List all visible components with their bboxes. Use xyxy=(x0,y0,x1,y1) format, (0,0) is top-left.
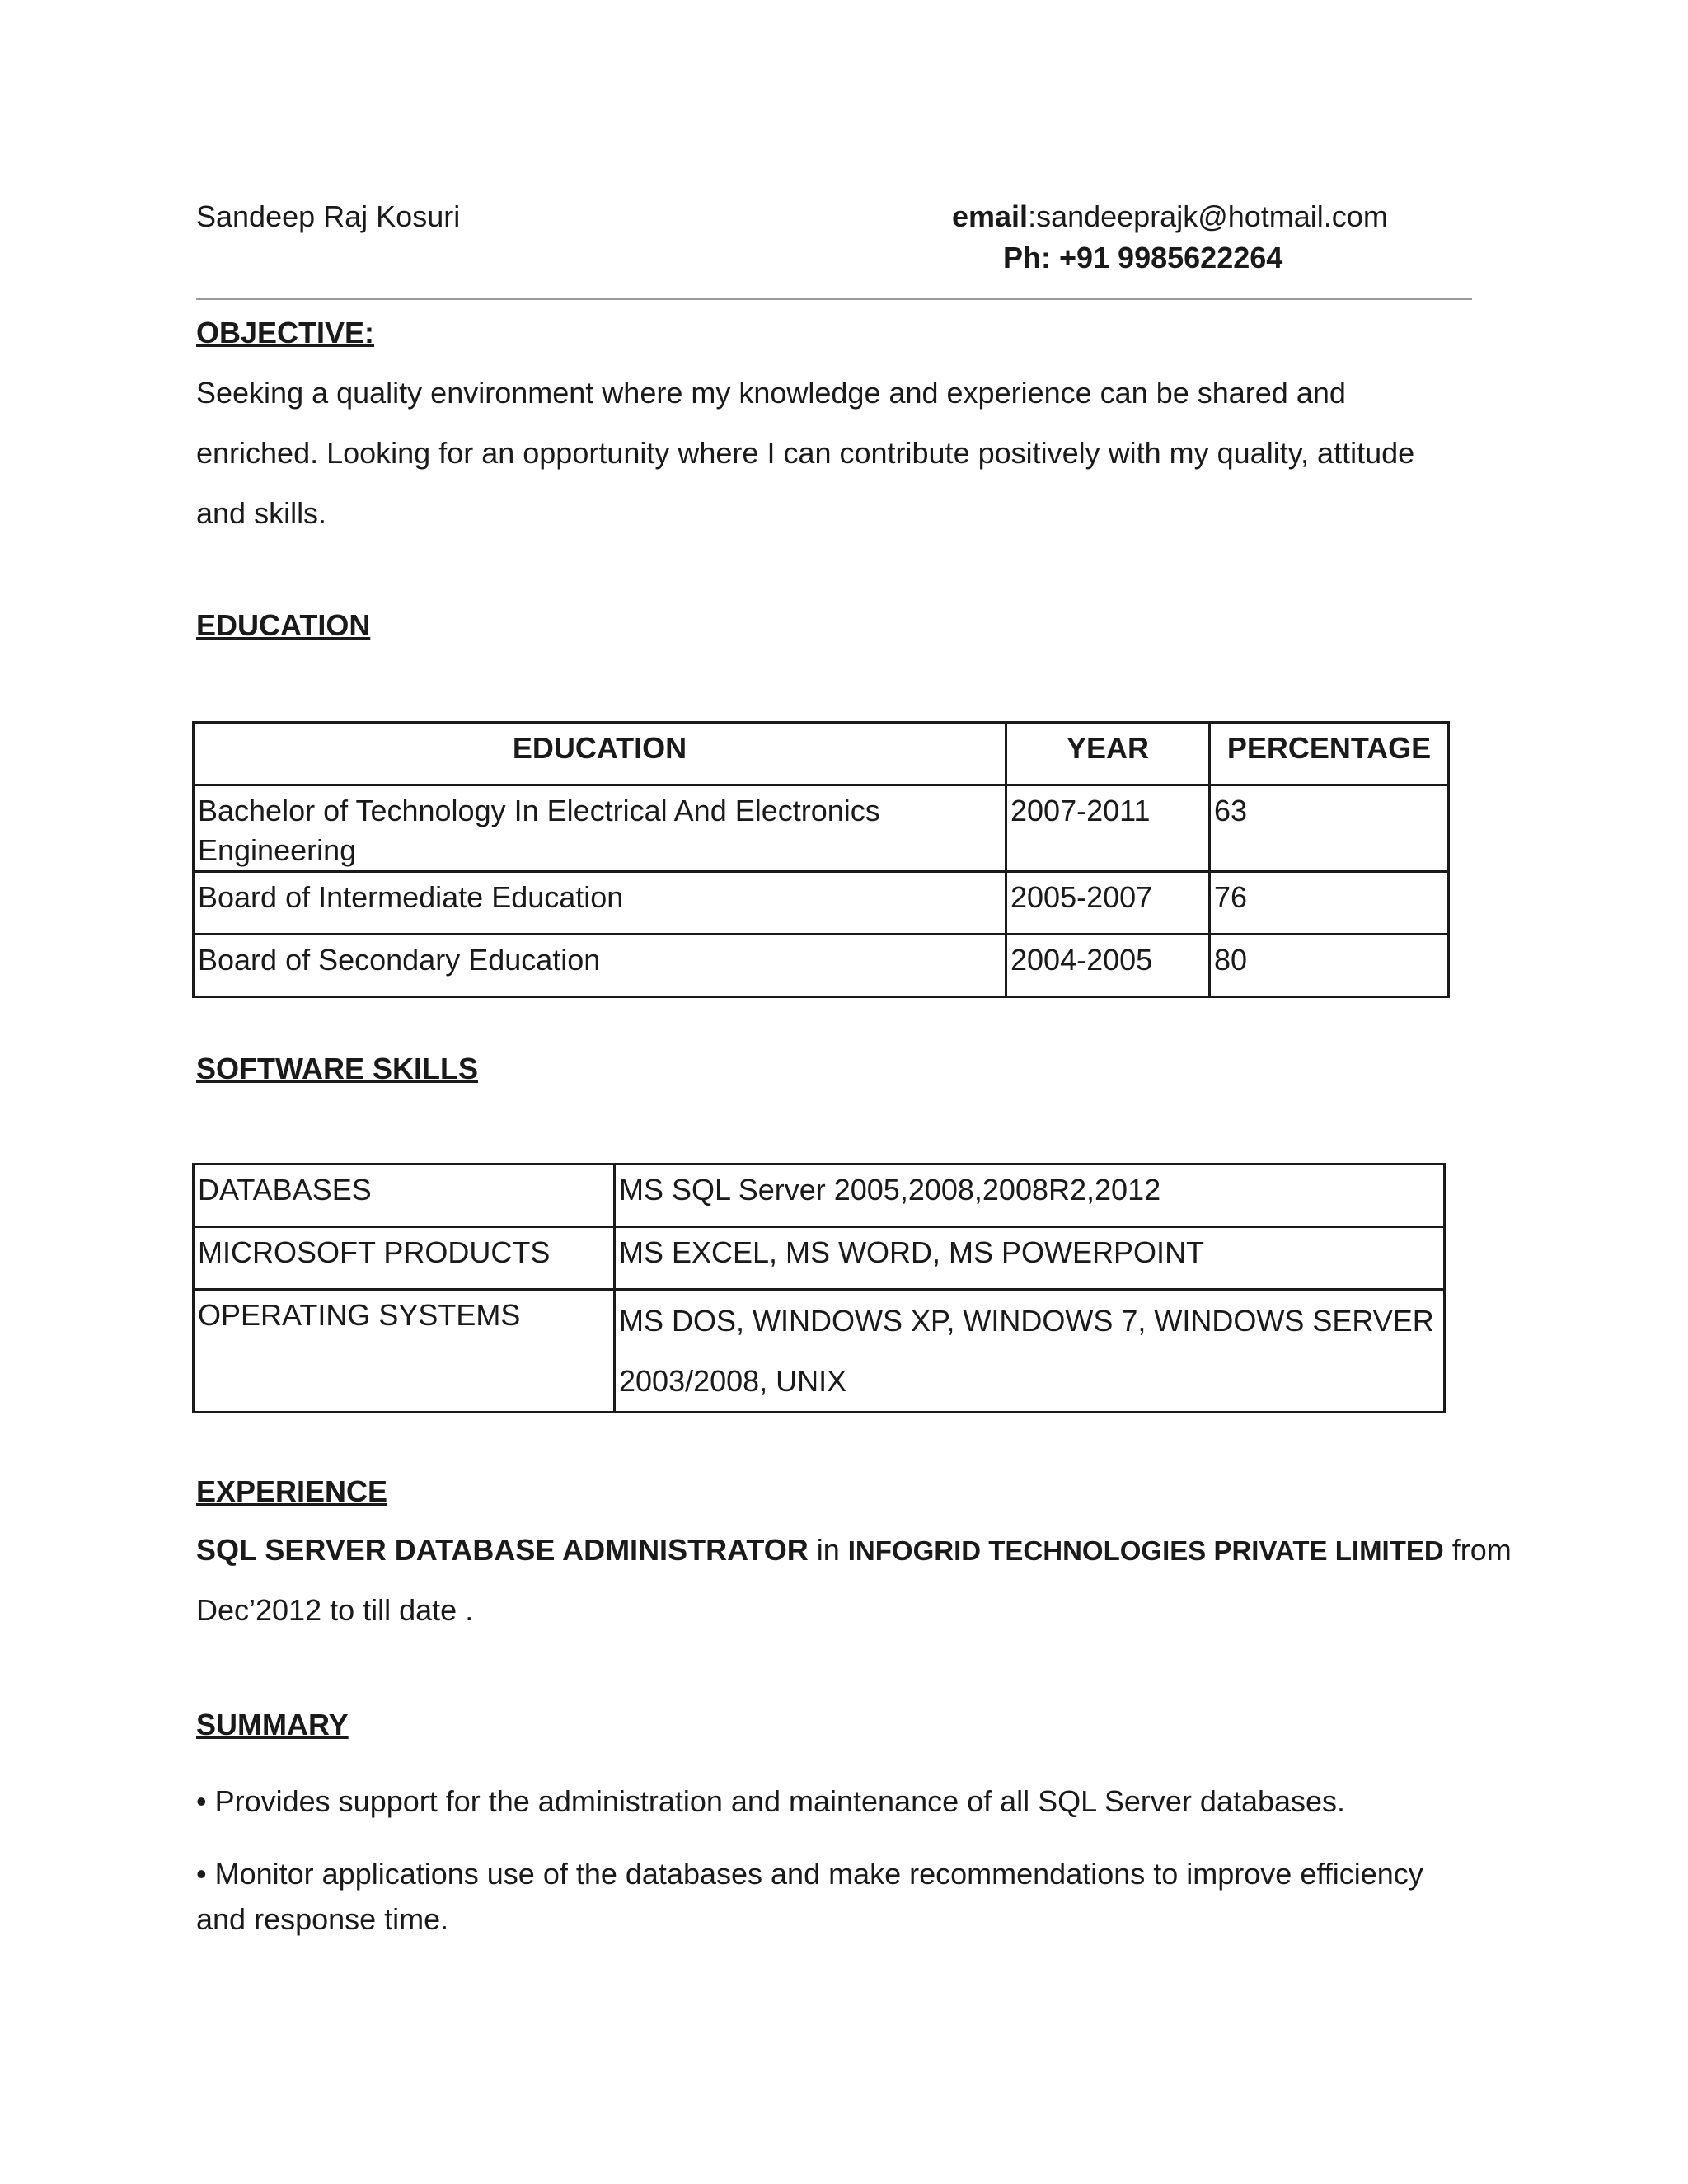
skill-value-line: MS DOS, WINDOWS XP, WINDOWS 7, WINDOWS SERVER xyxy=(619,1304,1434,1338)
skill-value-line: 2003/2008, UNIX xyxy=(619,1364,847,1398)
company-name: INFOGRID TECHNOLOGIES PRIVATE LIMITED xyxy=(847,1535,1444,1566)
summary-bullet-line: • Monitor applications use of the databases and make recommendations to improve efficiency xyxy=(196,1857,1423,1891)
education-year-cell: 2004-2005 xyxy=(1006,935,1210,997)
column-header-year: YEAR xyxy=(1006,723,1210,785)
education-course-cell: Board of Secondary Education xyxy=(194,935,1006,997)
skill-value-cell: MS EXCEL, MS WORD, MS POWERPOINT xyxy=(615,1227,1445,1290)
job-role: SQL SERVER DATABASE ADMINISTRATOR xyxy=(196,1533,809,1567)
skill-value-cell: MS SQL Server 2005,2008,2008R2,2012 xyxy=(615,1165,1445,1227)
email-label: email xyxy=(952,199,1029,233)
phone-line: Ph: +91 9985622264 xyxy=(1003,241,1283,274)
summary-bullet: • Provides support for the administration and maintenance of all SQL Server databases. xyxy=(196,1784,1346,1818)
education-year-cell: 2005-2007 xyxy=(1006,872,1210,935)
skill-category-cell: DATABASES xyxy=(194,1165,615,1227)
objective-line: and skills. xyxy=(196,496,327,530)
education-percentage-cell: 63 xyxy=(1210,785,1449,872)
skill-category-cell: MICROSOFT PRODUCTS xyxy=(194,1227,615,1290)
education-year-cell: 2007-2011 xyxy=(1006,785,1210,872)
education-heading: EDUCATION xyxy=(196,608,371,642)
objective-line: Seeking a quality environment where my knowledge and experience can be shared and xyxy=(196,376,1346,410)
connector-text: in xyxy=(808,1533,848,1567)
candidate-name: Sandeep Raj Kosuri xyxy=(196,199,461,233)
software-skills-heading: SOFTWARE SKILLS xyxy=(196,1052,478,1085)
summary-bullet xyxy=(196,1851,1482,1942)
from-text: from xyxy=(1443,1533,1512,1567)
table-row xyxy=(194,1227,1445,1290)
skill-category-cell: OPERATING SYSTEMS xyxy=(194,1290,615,1413)
table-row xyxy=(194,1165,1445,1227)
objective-heading: OBJECTIVE: xyxy=(196,316,375,349)
experience-heading: EXPERIENCE xyxy=(196,1474,388,1508)
objective-line: enriched. Looking for an opportunity where I can contribute positively with my quality, attitude xyxy=(196,436,1415,470)
education-percentage-cell: 80 xyxy=(1210,935,1449,997)
education-course-cell: Board of Intermediate Education xyxy=(194,872,1006,935)
table-row xyxy=(194,872,1449,935)
column-header-education: EDUCATION xyxy=(194,723,1006,785)
objective-text xyxy=(196,363,1482,543)
column-header-percentage: PERCENTAGE xyxy=(1210,723,1449,785)
summary-heading: SUMMARY xyxy=(196,1708,349,1741)
table-header-row xyxy=(194,723,1449,785)
course-line: Bachelor of Technology In Electrical And Electronics xyxy=(198,794,880,827)
skill-value-cell xyxy=(615,1290,1445,1413)
experience-period: Dec’2012 to till date . xyxy=(196,1593,474,1627)
email-line xyxy=(952,199,1388,234)
course-line: Engineering xyxy=(198,833,357,867)
table-row xyxy=(194,785,1449,872)
education-table xyxy=(192,721,1450,998)
header-divider xyxy=(196,298,1472,300)
summary-bullet-line: and response time. xyxy=(196,1902,449,1936)
education-percentage-cell: 76 xyxy=(1210,872,1449,935)
education-course-cell xyxy=(194,785,1006,872)
table-row xyxy=(194,935,1449,997)
skills-table xyxy=(192,1163,1446,1413)
table-row xyxy=(194,1290,1445,1413)
experience-line xyxy=(196,1533,1512,1568)
email-value: :sandeeprajk@hotmail.com xyxy=(1028,199,1388,233)
